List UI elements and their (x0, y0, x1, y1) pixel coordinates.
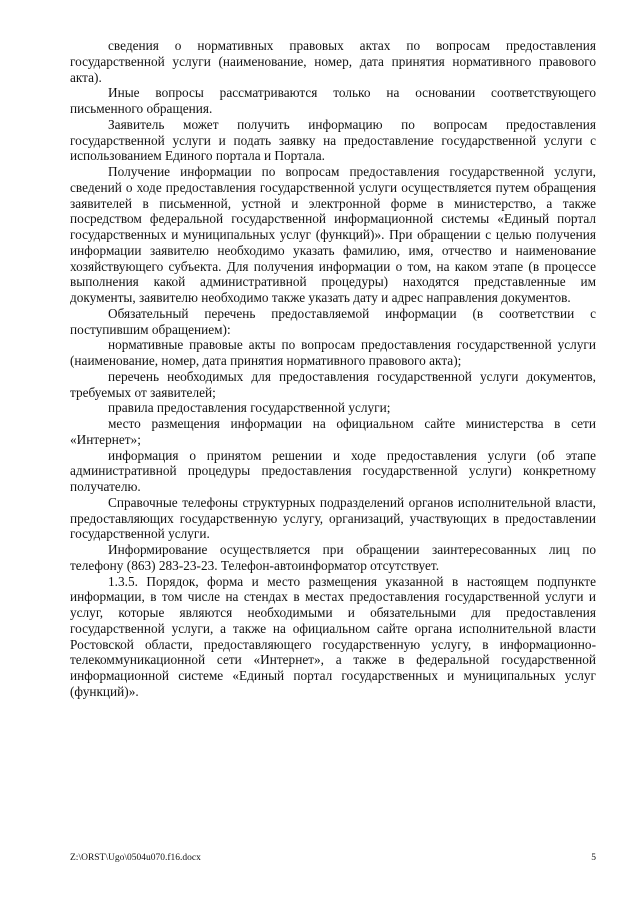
document-body (70, 38, 596, 700)
list-item-decision-info: информация о принятом решении и ходе предоставления услуги (об этапе административной процедуры предоставления государственной услуги) конкретному получателю. (70, 447, 596, 494)
list-item-website-location: место размещения информации на официальном сайте министерства в сети «Интернет»; (70, 416, 596, 447)
paragraph-reference-phones: Справочные телефоны структурных подразделений органов исполнительной власти, предоставляющих государственную услугу, организаций, участвующих в предоставлении государственной услуги. (70, 494, 596, 542)
page-number: 5 (591, 853, 596, 863)
paragraph-other-questions: Иные вопросы рассматриваются только на основании соответствующего письменного обращения. (70, 85, 596, 116)
paragraph-section-1-3-5: 1.3.5. Порядок, форма и место размещения указанной в настоящем подпункте информации, в том числе на стендах в местах предоставления государственной услуги и услуг, которые являются необходимыми и обязательными для предоставления государственной услуги, а также на официальном сайте органа исполнительной власти Ростовской области, предоставляющего государственную услугу, в информационно-телекоммуникационной сети «Интернет», а также в федеральной государственной информационной системе «Единый портал государственных и муниципальных услуг (функций)». (70, 573, 596, 699)
list-item-required-documents: перечень необходимых для предоставления государственной услуги документов, требуемых от заявителей; (70, 368, 596, 400)
list-item-legal-acts: нормативные правовые акты по вопросам предоставления государственной услуги (наименование, номер, дата принятия нормативного правового акта); (70, 337, 596, 368)
list-item-service-rules: правила предоставления государственной услуги; (108, 400, 391, 416)
paragraph-portal-access: Заявитель может получить информацию по вопросам предоставления государственной услуги и подать заявку на предоставление государственной услуги с использованием Единого портала и Портала. (70, 116, 596, 164)
paragraph-mandatory-list: Обязательный перечень предоставляемой информации (в соответствии с поступившим обращением): (70, 305, 596, 337)
paragraph-obtaining-information: Получение информации по вопросам предоставления государственной услуги, сведений о ходе предоставления государственной услуги осуществляется путем обращения заявителей в письменной, устной и электронной форме в министерство, а также посредством федеральной государственной информационной системы «Единый портал государственных и муниципальных услуг (функций)». При обращении с целью получения информации заявителю необходимо указать фамилию, имя, отчество и наименование хозяйствующего субъекта. Для получения информации о том, на каком этапе (в процессе выполнения какой административной процедуры) находятся представленные им документы, заявителю необходимо также указать дату и адрес направления документов. (70, 164, 596, 305)
paragraph-phone-informing: Информирование осуществляется при обращении заинтересованных лиц по телефону (863) 283-23-23. Телефон-автоинформатор отсутствует. (70, 542, 596, 573)
file-path: Z:\ORST\Ugo\0504u070.f16.docx (70, 853, 201, 863)
paragraph-legal-acts-info: сведения о нормативных правовых актах по вопросам предоставления государственной услуги (наименование, номер, дата принятия нормативного правового акта). (70, 38, 596, 85)
